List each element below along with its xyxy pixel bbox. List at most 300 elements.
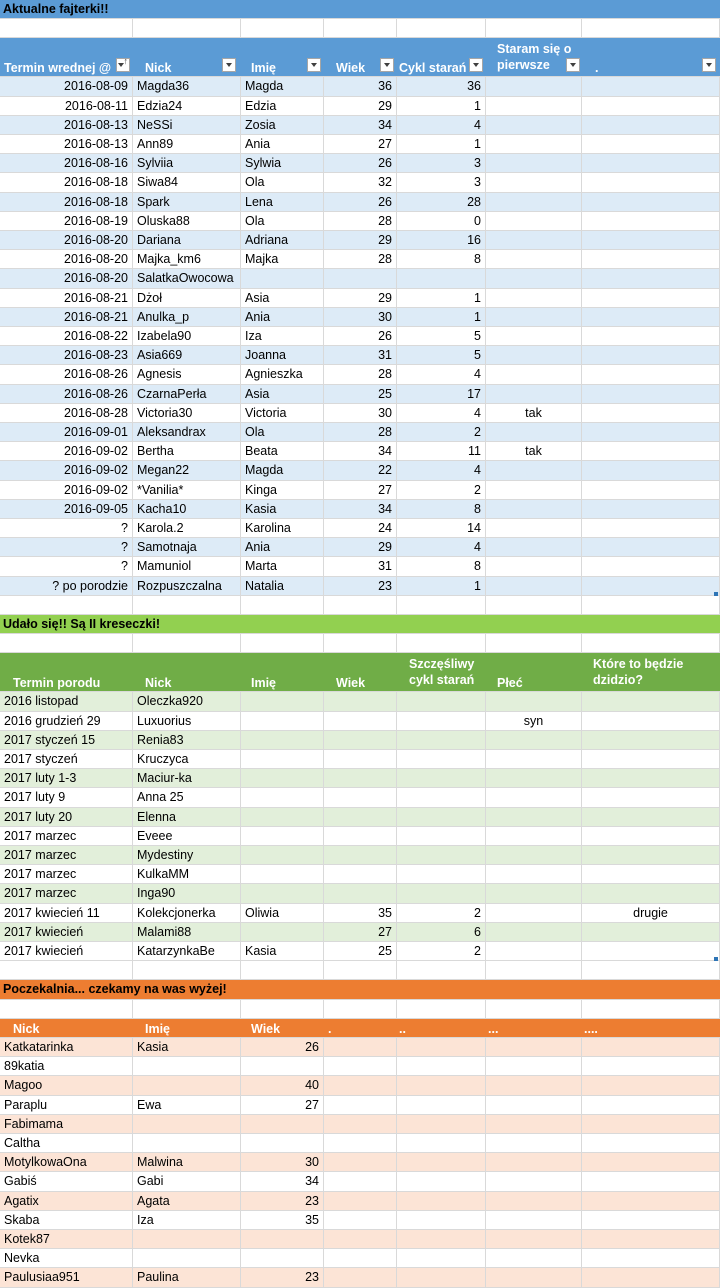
cell-wiek[interactable]: 27: [324, 923, 397, 942]
cell-extra[interactable]: [582, 1172, 720, 1191]
cell-imie[interactable]: [133, 1076, 241, 1095]
cell-nick[interactable]: Magoo: [0, 1076, 133, 1095]
cell-termin[interactable]: 2016-08-26: [0, 365, 133, 384]
cell-extra[interactable]: [582, 461, 720, 480]
cell-ktore[interactable]: [582, 827, 720, 846]
cell-wiek[interactable]: [241, 1134, 324, 1153]
cell-extra[interactable]: [582, 1096, 720, 1115]
empty-cell[interactable]: [582, 634, 720, 653]
cell-wiek[interactable]: 31: [324, 346, 397, 365]
cell-ktore[interactable]: [582, 769, 720, 788]
cell-wiek[interactable]: [324, 731, 397, 750]
cell-imie[interactable]: [133, 1134, 241, 1153]
cell-cykl[interactable]: 4: [397, 365, 486, 384]
cell-plec[interactable]: [486, 923, 582, 942]
cell-staram[interactable]: [486, 250, 582, 269]
cell-staram[interactable]: tak: [486, 404, 582, 423]
cell-extra[interactable]: [486, 1249, 582, 1268]
cell-imie[interactable]: Sylwia: [241, 154, 324, 173]
cell-termin[interactable]: 2016-08-18: [0, 173, 133, 192]
cell-nick[interactable]: KatarzynkaBe: [133, 942, 241, 961]
empty-cell[interactable]: [241, 596, 324, 615]
cell-imie[interactable]: [241, 788, 324, 807]
cell-imie[interactable]: Beata: [241, 442, 324, 461]
cell-wiek[interactable]: [324, 788, 397, 807]
cell-cykl[interactable]: 5: [397, 327, 486, 346]
cell-cykl[interactable]: [397, 808, 486, 827]
cell-nick[interactable]: Anna 25: [133, 788, 241, 807]
cell-termin[interactable]: 2016-08-09: [0, 77, 133, 96]
cell-termin-porodu[interactable]: 2017 kwiecień 11: [0, 904, 133, 923]
cell-extra[interactable]: [582, 1134, 720, 1153]
cell-extra[interactable]: [582, 116, 720, 135]
cell-wiek[interactable]: 25: [324, 942, 397, 961]
cell-plec[interactable]: [486, 942, 582, 961]
cell-nick[interactable]: SalatkaOwocowa: [133, 269, 241, 288]
cell-nick[interactable]: Oluska88: [133, 212, 241, 231]
cell-termin-porodu[interactable]: 2017 luty 1-3: [0, 769, 133, 788]
cell-wiek[interactable]: 24: [324, 519, 397, 538]
cell-nick[interactable]: NeSSi: [133, 116, 241, 135]
empty-cell[interactable]: [582, 1000, 720, 1019]
cell-imie[interactable]: [241, 269, 324, 288]
cell-extra[interactable]: [324, 1192, 397, 1211]
cell-wiek[interactable]: 30: [324, 308, 397, 327]
cell-termin[interactable]: 2016-09-05: [0, 500, 133, 519]
cell-nick[interactable]: Paulusiaa951: [0, 1268, 133, 1287]
cell-extra[interactable]: [582, 1076, 720, 1095]
cell-wiek[interactable]: 34: [324, 442, 397, 461]
cell-wiek[interactable]: 29: [324, 231, 397, 250]
filter-dropdown-icon[interactable]: [380, 58, 394, 72]
empty-cell[interactable]: [582, 596, 720, 615]
cell-nick[interactable]: Megan22: [133, 461, 241, 480]
cell-staram[interactable]: [486, 231, 582, 250]
empty-cell[interactable]: [133, 596, 241, 615]
cell-nick[interactable]: Inga90: [133, 884, 241, 903]
cell-ktore[interactable]: [582, 942, 720, 961]
cell-imie[interactable]: Ania: [241, 135, 324, 154]
cell-cykl[interactable]: 2: [397, 423, 486, 442]
filter-dropdown-icon[interactable]: [566, 58, 580, 72]
empty-cell[interactable]: [486, 634, 582, 653]
cell-nick[interactable]: 89katia: [0, 1057, 133, 1076]
cell-extra[interactable]: [582, 154, 720, 173]
cell-extra[interactable]: [486, 1172, 582, 1191]
cell-extra[interactable]: [582, 212, 720, 231]
cell-nick[interactable]: CzarnaPerła: [133, 385, 241, 404]
cell-wiek[interactable]: [324, 846, 397, 865]
cell-staram[interactable]: [486, 308, 582, 327]
empty-cell[interactable]: [133, 634, 241, 653]
cell-extra[interactable]: [582, 1211, 720, 1230]
cell-cykl[interactable]: [397, 269, 486, 288]
filter-dropdown-icon[interactable]: [469, 58, 483, 72]
cell-imie[interactable]: [133, 1249, 241, 1268]
cell-cykl[interactable]: [397, 846, 486, 865]
cell-extra[interactable]: [397, 1096, 486, 1115]
cell-nick[interactable]: Fabimama: [0, 1115, 133, 1134]
cell-nick[interactable]: Agatix: [0, 1192, 133, 1211]
cell-cykl[interactable]: 5: [397, 346, 486, 365]
cell-termin-porodu[interactable]: 2017 luty 9: [0, 788, 133, 807]
cell-nick[interactable]: Aleksandrax: [133, 423, 241, 442]
cell-extra[interactable]: [397, 1230, 486, 1249]
cell-extra[interactable]: [397, 1134, 486, 1153]
cell-nick[interactable]: MotylkowaOna: [0, 1153, 133, 1172]
cell-extra[interactable]: [582, 1153, 720, 1172]
cell-imie[interactable]: Asia: [241, 289, 324, 308]
empty-cell[interactable]: [486, 19, 582, 38]
cell-nick[interactable]: Karola.2: [133, 519, 241, 538]
cell-imie[interactable]: Kasia: [133, 1038, 241, 1057]
empty-cell[interactable]: [0, 19, 133, 38]
cell-cykl[interactable]: [397, 731, 486, 750]
cell-imie[interactable]: Majka: [241, 250, 324, 269]
cell-wiek[interactable]: 28: [324, 212, 397, 231]
empty-cell[interactable]: [324, 961, 397, 980]
cell-staram[interactable]: [486, 193, 582, 212]
cell-extra[interactable]: [397, 1192, 486, 1211]
cell-wiek[interactable]: 27: [241, 1096, 324, 1115]
cell-nick[interactable]: Skaba: [0, 1211, 133, 1230]
cell-nick[interactable]: Gabiś: [0, 1172, 133, 1191]
cell-imie[interactable]: [241, 769, 324, 788]
cell-cykl[interactable]: 8: [397, 500, 486, 519]
empty-cell[interactable]: [486, 1000, 582, 1019]
cell-nick[interactable]: Mamuniol: [133, 557, 241, 576]
cell-wiek[interactable]: [324, 269, 397, 288]
cell-imie[interactable]: Ola: [241, 212, 324, 231]
cell-termin[interactable]: 2016-09-02: [0, 461, 133, 480]
cell-nick[interactable]: Luxuorius: [133, 712, 241, 731]
cell-staram[interactable]: [486, 77, 582, 96]
cell-termin-porodu[interactable]: 2017 marzec: [0, 865, 133, 884]
cell-cykl[interactable]: 2: [397, 481, 486, 500]
cell-wiek[interactable]: [324, 884, 397, 903]
empty-cell[interactable]: [486, 961, 582, 980]
cell-nick[interactable]: Bertha: [133, 442, 241, 461]
cell-extra[interactable]: [486, 1153, 582, 1172]
cell-extra[interactable]: [324, 1134, 397, 1153]
empty-cell[interactable]: [582, 19, 720, 38]
cell-extra[interactable]: [397, 1076, 486, 1095]
cell-cykl[interactable]: 6: [397, 923, 486, 942]
cell-wiek[interactable]: 28: [324, 423, 397, 442]
cell-extra[interactable]: [397, 1268, 486, 1287]
cell-wiek[interactable]: 25: [324, 385, 397, 404]
cell-extra[interactable]: [582, 385, 720, 404]
cell-extra[interactable]: [582, 231, 720, 250]
cell-wiek[interactable]: [324, 865, 397, 884]
cell-imie[interactable]: Malwina: [133, 1153, 241, 1172]
cell-cykl[interactable]: 0: [397, 212, 486, 231]
cell-extra[interactable]: [582, 250, 720, 269]
cell-plec[interactable]: [486, 808, 582, 827]
cell-termin-porodu[interactable]: 2017 styczeń: [0, 750, 133, 769]
cell-extra[interactable]: [582, 135, 720, 154]
cell-imie[interactable]: Victoria: [241, 404, 324, 423]
cell-staram[interactable]: [486, 461, 582, 480]
cell-extra[interactable]: [324, 1096, 397, 1115]
cell-extra[interactable]: [582, 423, 720, 442]
cell-wiek[interactable]: [324, 827, 397, 846]
cell-imie[interactable]: Magda: [241, 77, 324, 96]
cell-cykl[interactable]: 3: [397, 154, 486, 173]
sort-filter-icon[interactable]: [116, 58, 130, 72]
cell-imie[interactable]: Lena: [241, 193, 324, 212]
cell-imie[interactable]: Ewa: [133, 1096, 241, 1115]
cell-staram[interactable]: [486, 269, 582, 288]
cell-ktore[interactable]: [582, 923, 720, 942]
cell-wiek[interactable]: 30: [241, 1153, 324, 1172]
cell-nick[interactable]: Ann89: [133, 135, 241, 154]
cell-nick[interactable]: Rozpuszczalna: [133, 577, 241, 596]
cell-ktore[interactable]: [582, 884, 720, 903]
cell-cykl[interactable]: 8: [397, 250, 486, 269]
cell-staram[interactable]: [486, 423, 582, 442]
cell-imie[interactable]: [133, 1230, 241, 1249]
cell-termin[interactable]: 2016-08-26: [0, 385, 133, 404]
cell-nick[interactable]: Malami88: [133, 923, 241, 942]
empty-cell[interactable]: [397, 961, 486, 980]
empty-cell[interactable]: [241, 1000, 324, 1019]
cell-imie[interactable]: Natalia: [241, 577, 324, 596]
empty-cell[interactable]: [397, 596, 486, 615]
cell-termin[interactable]: ?: [0, 538, 133, 557]
cell-nick[interactable]: Katkatarinka: [0, 1038, 133, 1057]
cell-staram[interactable]: [486, 365, 582, 384]
cell-termin[interactable]: 2016-08-22: [0, 327, 133, 346]
cell-extra[interactable]: [582, 1249, 720, 1268]
cell-cykl[interactable]: 2: [397, 942, 486, 961]
cell-nick[interactable]: Victoria30: [133, 404, 241, 423]
cell-wiek[interactable]: 32: [324, 173, 397, 192]
cell-wiek[interactable]: 28: [324, 365, 397, 384]
cell-cykl[interactable]: 11: [397, 442, 486, 461]
cell-staram[interactable]: [486, 327, 582, 346]
empty-cell[interactable]: [582, 961, 720, 980]
cell-cykl[interactable]: 4: [397, 461, 486, 480]
cell-cykl[interactable]: 1: [397, 308, 486, 327]
cell-ktore[interactable]: [582, 788, 720, 807]
cell-plec[interactable]: [486, 731, 582, 750]
cell-wiek[interactable]: [241, 1057, 324, 1076]
cell-staram[interactable]: [486, 135, 582, 154]
cell-imie[interactable]: Edzia: [241, 97, 324, 116]
filter-dropdown-icon[interactable]: [307, 58, 321, 72]
cell-extra[interactable]: [397, 1249, 486, 1268]
cell-termin[interactable]: 2016-09-01: [0, 423, 133, 442]
cell-termin-porodu[interactable]: 2016 grudzień 29: [0, 712, 133, 731]
cell-termin[interactable]: 2016-08-13: [0, 135, 133, 154]
cell-nick[interactable]: Agnesis: [133, 365, 241, 384]
cell-nick[interactable]: Izabela90: [133, 327, 241, 346]
cell-termin-porodu[interactable]: 2017 kwiecień: [0, 923, 133, 942]
cell-cykl[interactable]: [397, 692, 486, 711]
filter-dropdown-icon[interactable]: [702, 58, 716, 72]
cell-termin[interactable]: 2016-08-16: [0, 154, 133, 173]
cell-extra[interactable]: [397, 1153, 486, 1172]
cell-cykl[interactable]: 17: [397, 385, 486, 404]
cell-plec[interactable]: [486, 692, 582, 711]
cell-imie[interactable]: [133, 1115, 241, 1134]
cell-cykl[interactable]: 4: [397, 116, 486, 135]
cell-termin[interactable]: ?: [0, 557, 133, 576]
cell-termin[interactable]: 2016-09-02: [0, 442, 133, 461]
empty-cell[interactable]: [397, 634, 486, 653]
cell-extra[interactable]: [486, 1096, 582, 1115]
cell-nick[interactable]: Caltha: [0, 1134, 133, 1153]
cell-termin-porodu[interactable]: 2017 marzec: [0, 827, 133, 846]
empty-cell[interactable]: [133, 1000, 241, 1019]
cell-nick[interactable]: Dariana: [133, 231, 241, 250]
cell-cykl[interactable]: 16: [397, 231, 486, 250]
cell-extra[interactable]: [582, 173, 720, 192]
cell-imie[interactable]: [241, 731, 324, 750]
cell-termin[interactable]: ? po porodzie: [0, 577, 133, 596]
cell-staram[interactable]: tak: [486, 442, 582, 461]
cell-termin-porodu[interactable]: 2017 styczeń 15: [0, 731, 133, 750]
cell-cykl[interactable]: [397, 884, 486, 903]
empty-cell[interactable]: [0, 634, 133, 653]
cell-extra[interactable]: [582, 346, 720, 365]
cell-extra[interactable]: [582, 557, 720, 576]
cell-extra[interactable]: [582, 500, 720, 519]
cell-extra[interactable]: [582, 308, 720, 327]
cell-extra[interactable]: [486, 1134, 582, 1153]
cell-wiek[interactable]: 35: [324, 904, 397, 923]
cell-plec[interactable]: [486, 865, 582, 884]
cell-termin[interactable]: 2016-08-23: [0, 346, 133, 365]
cell-nick[interactable]: Mydestiny: [133, 846, 241, 865]
empty-cell[interactable]: [397, 1000, 486, 1019]
cell-extra[interactable]: [486, 1268, 582, 1287]
cell-extra[interactable]: [324, 1249, 397, 1268]
cell-wiek[interactable]: 23: [241, 1192, 324, 1211]
cell-staram[interactable]: [486, 154, 582, 173]
empty-cell[interactable]: [0, 961, 133, 980]
cell-extra[interactable]: [582, 1230, 720, 1249]
cell-imie[interactable]: Ania: [241, 538, 324, 557]
cell-imie[interactable]: Oliwia: [241, 904, 324, 923]
cell-extra[interactable]: [582, 1268, 720, 1287]
cell-nick[interactable]: Oleczka920: [133, 692, 241, 711]
cell-termin[interactable]: 2016-08-20: [0, 231, 133, 250]
cell-wiek[interactable]: 31: [324, 557, 397, 576]
empty-cell[interactable]: [133, 19, 241, 38]
cell-nick[interactable]: Sylviia: [133, 154, 241, 173]
cell-wiek[interactable]: [324, 712, 397, 731]
cell-imie[interactable]: Ania: [241, 308, 324, 327]
cell-cykl[interactable]: [397, 750, 486, 769]
cell-cykl[interactable]: 36: [397, 77, 486, 96]
cell-ktore[interactable]: [582, 808, 720, 827]
cell-imie[interactable]: Kasia: [241, 500, 324, 519]
cell-ktore[interactable]: [582, 692, 720, 711]
cell-imie[interactable]: [241, 884, 324, 903]
cell-staram[interactable]: [486, 481, 582, 500]
empty-cell[interactable]: [324, 634, 397, 653]
cell-plec[interactable]: [486, 904, 582, 923]
cell-ktore[interactable]: [582, 712, 720, 731]
cell-staram[interactable]: [486, 116, 582, 135]
cell-wiek[interactable]: 35: [241, 1211, 324, 1230]
cell-plec[interactable]: [486, 788, 582, 807]
cell-imie[interactable]: Kasia: [241, 942, 324, 961]
cell-imie[interactable]: Agnieszka: [241, 365, 324, 384]
cell-nick[interactable]: Anulka_p: [133, 308, 241, 327]
cell-extra[interactable]: [486, 1230, 582, 1249]
cell-extra[interactable]: [397, 1115, 486, 1134]
cell-termin[interactable]: 2016-08-11: [0, 97, 133, 116]
cell-cykl[interactable]: 3: [397, 173, 486, 192]
cell-wiek[interactable]: 29: [324, 289, 397, 308]
cell-extra[interactable]: [486, 1038, 582, 1057]
cell-ktore[interactable]: [582, 846, 720, 865]
cell-imie[interactable]: Zosia: [241, 116, 324, 135]
cell-staram[interactable]: [486, 289, 582, 308]
cell-imie[interactable]: [241, 865, 324, 884]
cell-wiek[interactable]: 27: [324, 135, 397, 154]
cell-extra[interactable]: [324, 1153, 397, 1172]
cell-imie[interactable]: Magda: [241, 461, 324, 480]
cell-extra[interactable]: [324, 1038, 397, 1057]
cell-cykl[interactable]: 28: [397, 193, 486, 212]
cell-extra[interactable]: [486, 1115, 582, 1134]
empty-cell[interactable]: [241, 19, 324, 38]
cell-extra[interactable]: [324, 1057, 397, 1076]
cell-nick[interactable]: Spark: [133, 193, 241, 212]
cell-extra[interactable]: [486, 1057, 582, 1076]
cell-nick[interactable]: Asia669: [133, 346, 241, 365]
cell-extra[interactable]: [397, 1057, 486, 1076]
cell-extra[interactable]: [324, 1211, 397, 1230]
cell-extra[interactable]: [324, 1268, 397, 1287]
cell-nick[interactable]: Elenna: [133, 808, 241, 827]
cell-imie[interactable]: Kinga: [241, 481, 324, 500]
cell-extra[interactable]: [582, 289, 720, 308]
cell-imie[interactable]: Adriana: [241, 231, 324, 250]
cell-termin[interactable]: 2016-08-19: [0, 212, 133, 231]
cell-extra[interactable]: [324, 1172, 397, 1191]
cell-ktore[interactable]: drugie: [582, 904, 720, 923]
empty-cell[interactable]: [241, 961, 324, 980]
cell-extra[interactable]: [324, 1076, 397, 1095]
cell-imie[interactable]: Karolina: [241, 519, 324, 538]
cell-wiek[interactable]: [324, 769, 397, 788]
cell-cykl[interactable]: 8: [397, 557, 486, 576]
cell-wiek[interactable]: 26: [241, 1038, 324, 1057]
cell-extra[interactable]: [582, 77, 720, 96]
cell-extra[interactable]: [582, 193, 720, 212]
cell-extra[interactable]: [582, 1057, 720, 1076]
cell-nick[interactable]: Paraplu: [0, 1096, 133, 1115]
cell-wiek[interactable]: 28: [324, 250, 397, 269]
cell-extra[interactable]: [486, 1211, 582, 1230]
cell-staram[interactable]: [486, 346, 582, 365]
cell-wiek[interactable]: 23: [324, 577, 397, 596]
cell-wiek[interactable]: [324, 808, 397, 827]
empty-cell[interactable]: [486, 596, 582, 615]
cell-imie[interactable]: Agata: [133, 1192, 241, 1211]
cell-wiek[interactable]: 26: [324, 154, 397, 173]
cell-staram[interactable]: [486, 519, 582, 538]
cell-cykl[interactable]: 14: [397, 519, 486, 538]
cell-termin-porodu[interactable]: 2017 marzec: [0, 884, 133, 903]
empty-cell[interactable]: [324, 19, 397, 38]
cell-imie[interactable]: Ola: [241, 173, 324, 192]
